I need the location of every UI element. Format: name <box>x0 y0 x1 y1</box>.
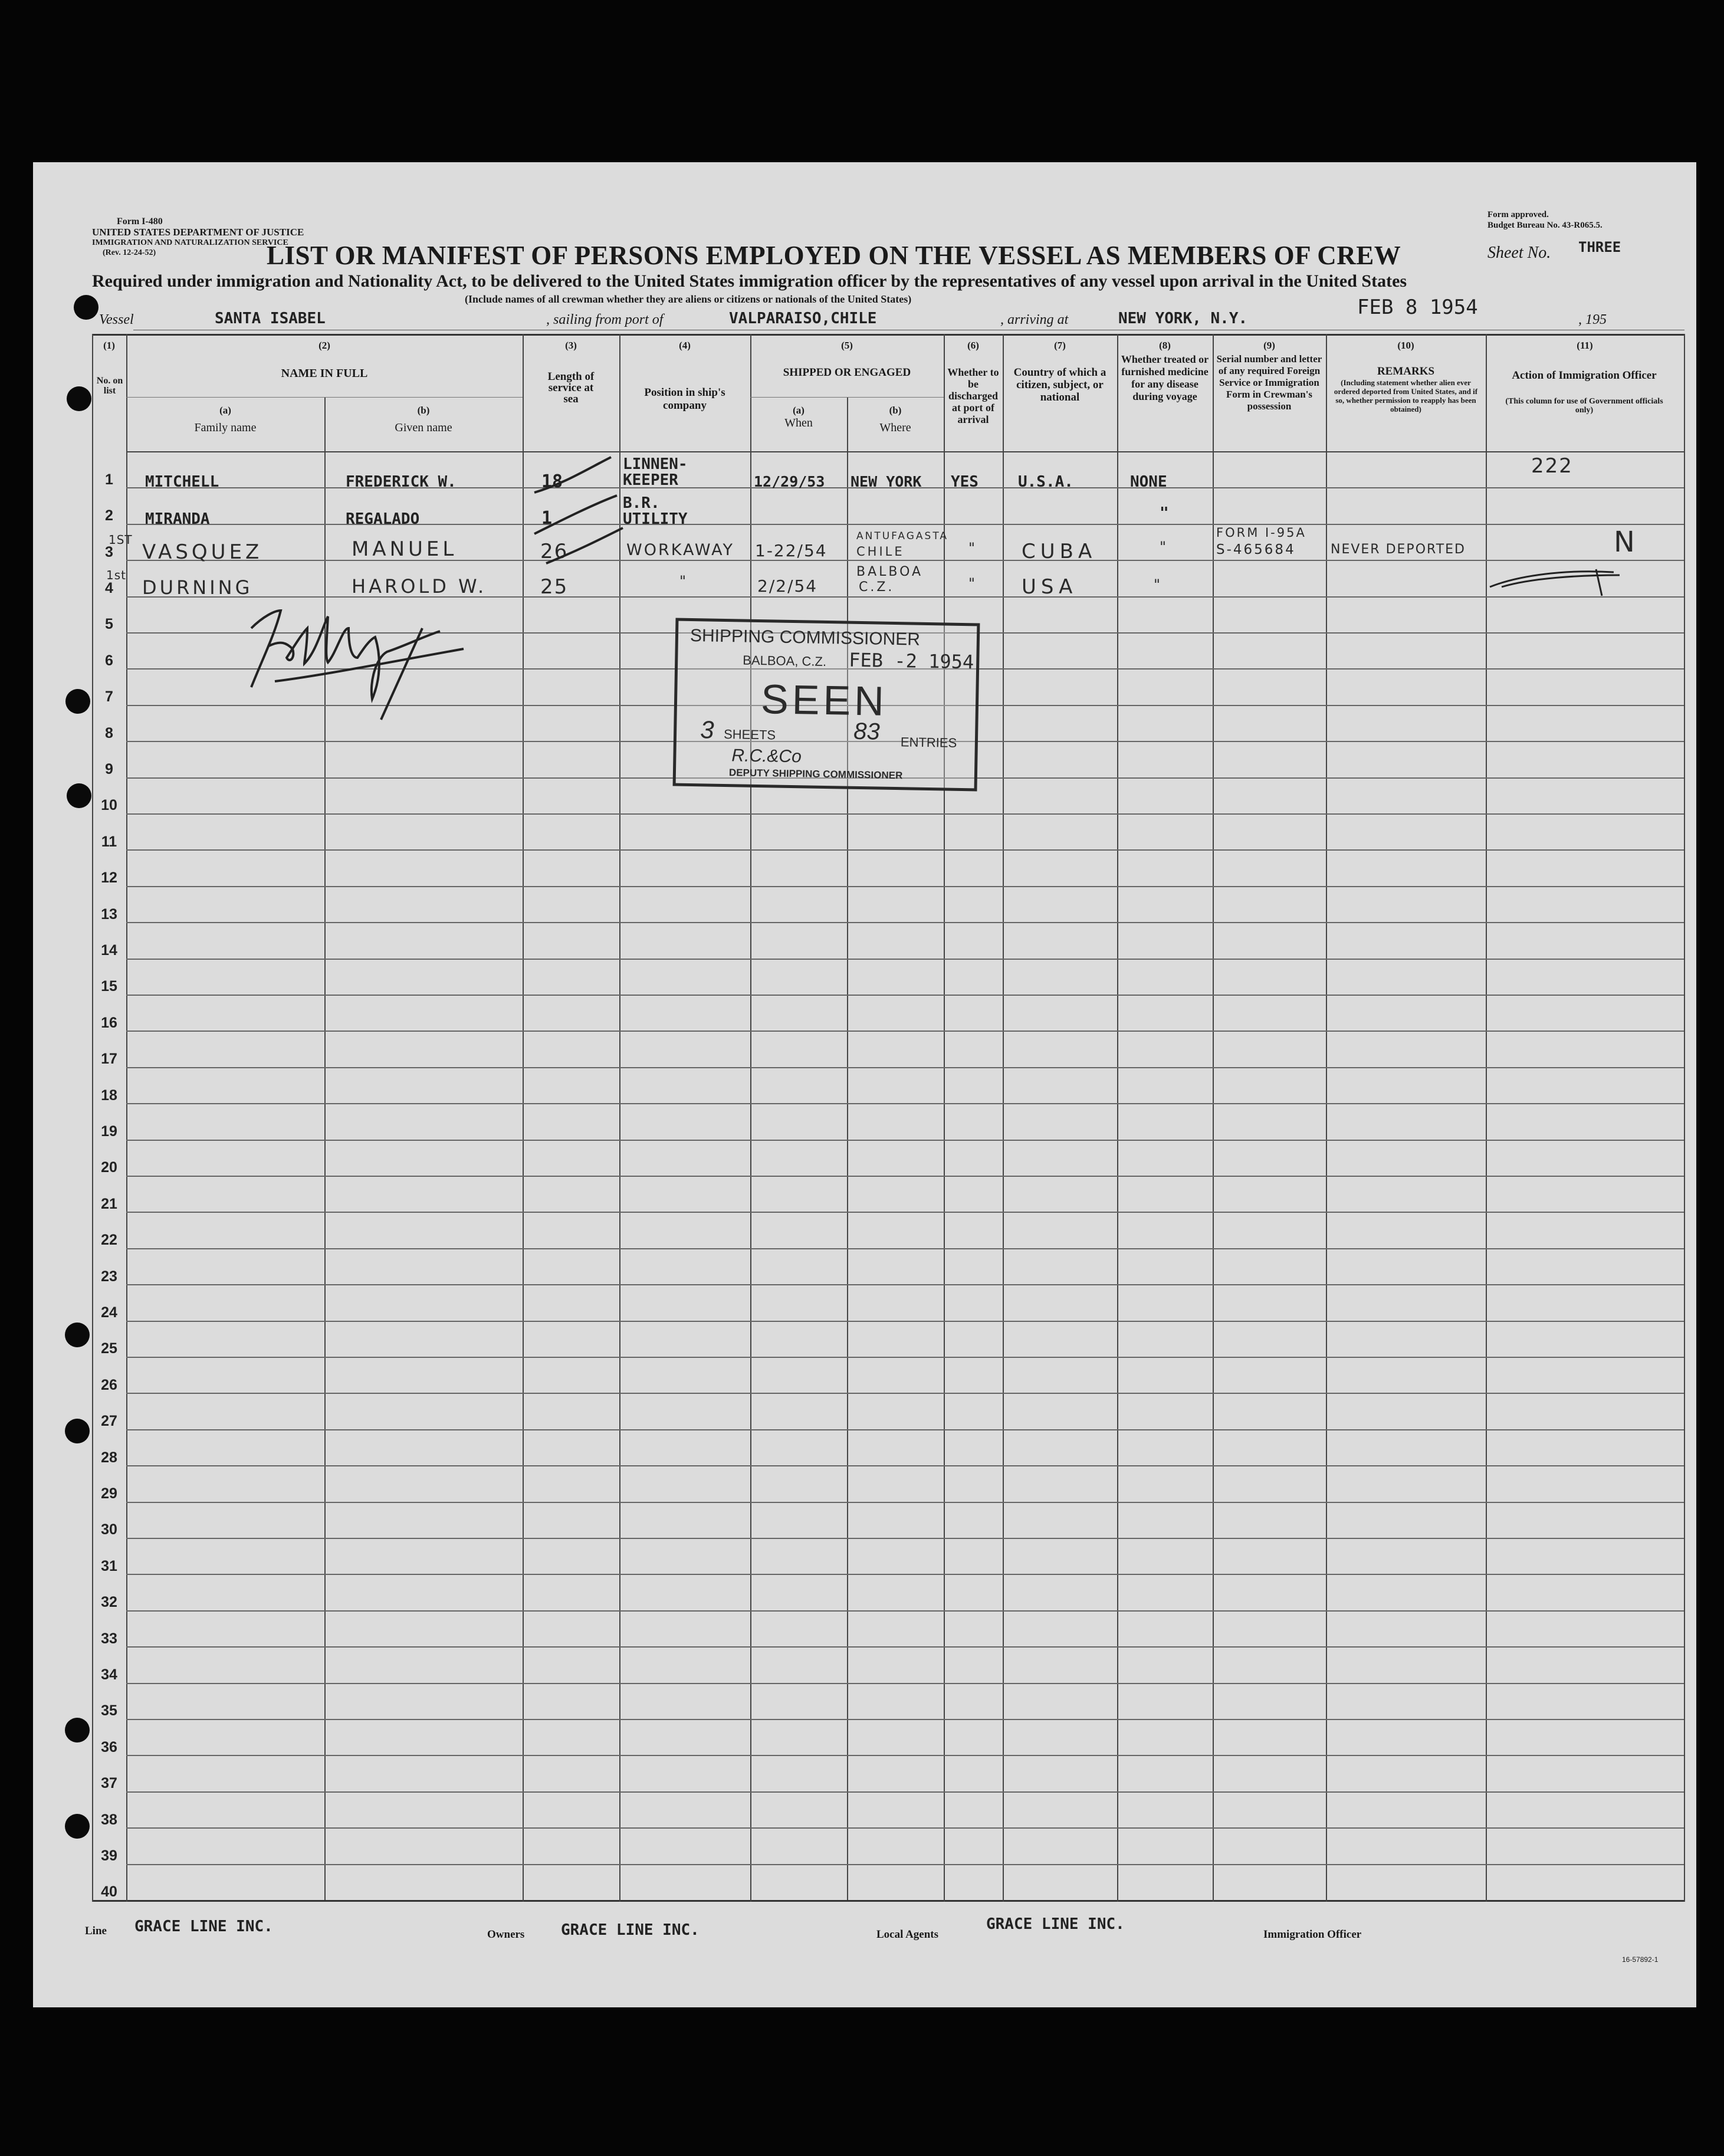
entry-1-country: U.S.A. <box>1018 473 1073 491</box>
col11-number: (11) <box>1577 340 1593 351</box>
row-number: 10 <box>101 797 117 813</box>
entry-2-family: MIRANDA <box>145 510 210 528</box>
owners-value: GRACE LINE INC. <box>561 1921 700 1939</box>
entry-3-remarks: NEVER DEPORTED <box>1331 542 1466 557</box>
col4-label: Position in ship's company <box>644 386 725 412</box>
row-number: 11 <box>101 833 117 850</box>
row-number: 17 <box>101 1051 117 1067</box>
stamp-initials: R.C.&Co <box>731 746 802 767</box>
row-number: 19 <box>101 1123 117 1140</box>
col10-sub: (Including statement whether alien ever ordered deported from United States, and if so, whether permission to reapply has been obtained) <box>1334 378 1478 414</box>
page-title: LIST OR MANIFEST OF PERSONS EMPLOYED ON THE VESSEL AS MEMBERS OF CREW <box>267 241 1401 270</box>
requirement-line: Required under immigration and Nationality Act, to be delivered to the United States immigration officer by the representatives of any vessel upon arrival in the United States <box>92 271 1407 291</box>
approval-note: Form approved. <box>1487 210 1549 219</box>
entry-3-given: MANUEL <box>352 537 458 561</box>
entry-1-given: FREDERICK W. <box>346 473 457 491</box>
sailing-port-value: VALPARAISO,CHILE <box>729 310 877 327</box>
col6-label: Whether to be discharged at port of arrival <box>947 366 999 425</box>
stamp-date: FEB -2 1954 <box>848 648 974 674</box>
binder-hole <box>65 1419 90 1443</box>
arrival-date-stamp: FEB 8 1954 <box>1357 296 1478 319</box>
row-number: 18 <box>101 1087 117 1104</box>
binder-hole <box>67 783 91 808</box>
immigration-officer-label: Immigration Officer <box>1263 1928 1362 1941</box>
stamp-entries-label: ENTRIES <box>900 734 957 750</box>
row-number: 3 <box>105 544 113 560</box>
col5b-label: Where <box>879 421 911 434</box>
row-number: 29 <box>101 1485 117 1502</box>
col2a-label: Family name <box>194 421 257 434</box>
row-number: 27 <box>101 1413 117 1429</box>
entry-4-discharge: " <box>968 575 979 592</box>
col2b-label: Given name <box>395 421 452 434</box>
line-label: Line <box>85 1925 107 1937</box>
row-number: 26 <box>101 1377 117 1393</box>
col1-label: No. on list <box>96 376 123 396</box>
col7-number: (7) <box>1054 340 1066 351</box>
binder-hole <box>65 689 90 714</box>
entry-4-where-2: C.Z. <box>859 580 895 595</box>
col9-label: Serial number and letter of any required Foreign Service or Immigration Form in Crewman's possession <box>1216 353 1322 412</box>
stamp-sheets-label: SHEETS <box>723 726 776 743</box>
row-number: 9 <box>105 761 113 777</box>
entry-3-action: N <box>1614 526 1635 559</box>
sheet-value: THREE <box>1578 239 1621 255</box>
entry-2-medicine: " <box>1160 504 1169 522</box>
row-number: 33 <box>101 1630 117 1647</box>
entry-1-service: 18 <box>541 471 563 492</box>
row-number: 31 <box>101 1558 117 1574</box>
entry-3-service: 26 <box>540 540 569 563</box>
col2b-letter: (b) <box>417 405 430 416</box>
row-number: 2 <box>105 507 113 524</box>
col6-number: (6) <box>967 340 979 351</box>
row-number: 32 <box>101 1594 117 1610</box>
stamp-footer: DEPUTY SHIPPING COMMISSIONER <box>728 767 903 782</box>
service: IMMIGRATION AND NATURALIZATION SERVICE <box>92 238 288 247</box>
entry-3-medicine: " <box>1160 539 1170 555</box>
row-number: 25 <box>101 1340 117 1357</box>
stamp-line-2: BALBOA, C.Z. <box>743 652 827 669</box>
col5a-label: When <box>784 416 813 429</box>
entry-4-service: 25 <box>540 575 569 599</box>
entry-3-form-2: S-465684 <box>1216 542 1296 557</box>
department: UNITED STATES DEPARTMENT OF JUSTICE <box>92 227 304 238</box>
entry-1-action: 222 <box>1531 454 1573 478</box>
include-note: (Include names of all crewman whether they are aliens or citizens or nationals of the United States) <box>465 293 912 305</box>
arriving-label: , arriving at <box>1000 312 1069 327</box>
row-number: 36 <box>101 1739 117 1755</box>
col5b-letter: (b) <box>889 405 902 416</box>
col9-number: (9) <box>1263 340 1275 351</box>
manifest-sheet <box>33 162 1696 2007</box>
binder-hole <box>65 1323 90 1347</box>
entry-1-discharge: YES <box>951 473 978 491</box>
stamp-seen: SEEN <box>760 676 888 724</box>
entry-1-family: MITCHELL <box>145 473 219 491</box>
entry-4-where-1: BALBOA <box>856 565 924 579</box>
entry-1-position-1: LINNEN- <box>623 455 688 473</box>
col2-label: NAME IN FULL <box>281 367 368 380</box>
row-number: 1 <box>105 471 113 488</box>
sheet-label: Sheet No. <box>1487 244 1551 262</box>
binder-hole <box>67 386 91 411</box>
row-number: 12 <box>101 869 117 886</box>
col7-label: Country of which a citizen, subject, or national <box>1013 366 1106 403</box>
col3-label: Length of service at sea <box>547 370 595 405</box>
stamp-sheets-value: 3 <box>700 716 714 744</box>
stamp-line-1: SHIPPING COMMISSIONER <box>689 625 921 649</box>
arriving-port-value: NEW YORK, N.Y. <box>1118 310 1248 327</box>
signature <box>228 593 475 728</box>
col1-number: (1) <box>103 340 115 351</box>
row-number: 35 <box>101 1702 117 1719</box>
row-number: 8 <box>105 725 113 741</box>
entry-3-where-1: ANTUFAGASTA <box>856 530 949 542</box>
col5a-letter: (a) <box>793 405 804 416</box>
row-number: 28 <box>101 1449 117 1466</box>
col4-number: (4) <box>679 340 691 351</box>
row-number: 5 <box>105 616 113 632</box>
row-3-mark: 1ST <box>109 533 133 547</box>
row-number: 20 <box>101 1159 117 1176</box>
row-4-mark: 1st <box>106 568 126 582</box>
col10-number: (10) <box>1397 340 1414 351</box>
row-number: 4 <box>105 580 113 596</box>
entry-1-where: NEW YORK <box>850 473 922 490</box>
binder-hole <box>65 1814 90 1839</box>
revision: (Rev. 12-24-52) <box>103 248 156 257</box>
row-number: 30 <box>101 1521 117 1538</box>
entry-1-when: 12/29/53 <box>754 473 825 490</box>
row-number: 13 <box>101 906 117 923</box>
entry-4-position: " <box>679 573 690 589</box>
col8-label: Whether treated or furnished medicine for any disease during voyage <box>1121 353 1209 402</box>
line-value: GRACE LINE INC. <box>134 1918 273 1935</box>
col10-label: REMARKS <box>1377 365 1435 378</box>
row-number: 23 <box>101 1268 117 1285</box>
col5-number: (5) <box>841 340 853 351</box>
col5-label: SHIPPED OR ENGAGED <box>783 366 911 379</box>
agents-value: GRACE LINE INC. <box>986 1915 1125 1933</box>
form-number: Form I-480 <box>117 216 163 227</box>
entry-4-medicine: " <box>1154 576 1164 593</box>
entry-3-where-2: CHILE <box>856 544 905 559</box>
row-number: 21 <box>101 1196 117 1212</box>
year-label: , 195 <box>1578 312 1607 327</box>
col2-number: (2) <box>318 340 330 351</box>
col2a-letter: (a) <box>219 405 231 416</box>
vessel-label: Vessel <box>99 312 134 327</box>
vessel-value: SANTA ISABEL <box>215 310 326 327</box>
col11-label: Action of Immigration Officer <box>1512 369 1657 382</box>
entry-1-medicine: NONE <box>1130 473 1167 491</box>
row-number: 22 <box>101 1232 117 1248</box>
row-number: 34 <box>101 1666 117 1683</box>
row-number: 6 <box>105 652 113 669</box>
entry-4-given: HAROLD W. <box>352 575 487 598</box>
entry-4-when: 2/2/54 <box>757 576 818 596</box>
row-number: 15 <box>101 978 117 995</box>
entry-3-family: VASQUEZ <box>142 540 263 564</box>
entry-1-position-2: KEEPER <box>623 471 678 489</box>
row-number: 24 <box>101 1304 117 1321</box>
entry-3-position: WORKAWAY <box>626 541 735 559</box>
handwritten-marks <box>33 162 1696 2007</box>
entry-4-country: USA <box>1022 575 1078 599</box>
entry-3-form-1: FORM I-95A <box>1216 526 1306 540</box>
col8-number: (8) <box>1159 340 1171 351</box>
entry-3-discharge: " <box>968 540 979 556</box>
row-number: 39 <box>101 1847 117 1864</box>
row-number: 16 <box>101 1015 117 1031</box>
shipping-commissioner-stamp <box>673 618 980 792</box>
row-number: 40 <box>101 1883 117 1900</box>
entry-3-country: CUBA <box>1022 540 1097 563</box>
stamp-entries-value: 83 <box>853 718 881 745</box>
entry-2-service: 1 <box>541 508 553 529</box>
entry-2-given: REGALADO <box>346 510 420 528</box>
owners-label: Owners <box>487 1928 525 1941</box>
row-number: 38 <box>101 1812 117 1828</box>
col11-sub: (This column for use of Government officials only) <box>1505 397 1663 415</box>
entry-2-position-2: UTILITY <box>623 510 688 528</box>
binder-hole <box>74 295 98 320</box>
entry-3-when: 1-22/54 <box>755 541 827 560</box>
row-number: 7 <box>105 688 113 705</box>
entry-4-family: DURNING <box>142 576 253 599</box>
row-number: 37 <box>101 1775 117 1791</box>
binder-hole <box>65 1718 90 1742</box>
print-code: 16-57892-1 <box>1622 1955 1659 1964</box>
entry-2-position-1: B.R. <box>623 494 660 512</box>
budget-bureau-note: Budget Bureau No. 43-R065.5. <box>1487 221 1603 230</box>
col3-number: (3) <box>565 340 577 351</box>
row-number: 14 <box>101 942 117 959</box>
agents-label: Local Agents <box>876 1928 939 1941</box>
sailing-label: , sailing from port of <box>546 312 664 327</box>
